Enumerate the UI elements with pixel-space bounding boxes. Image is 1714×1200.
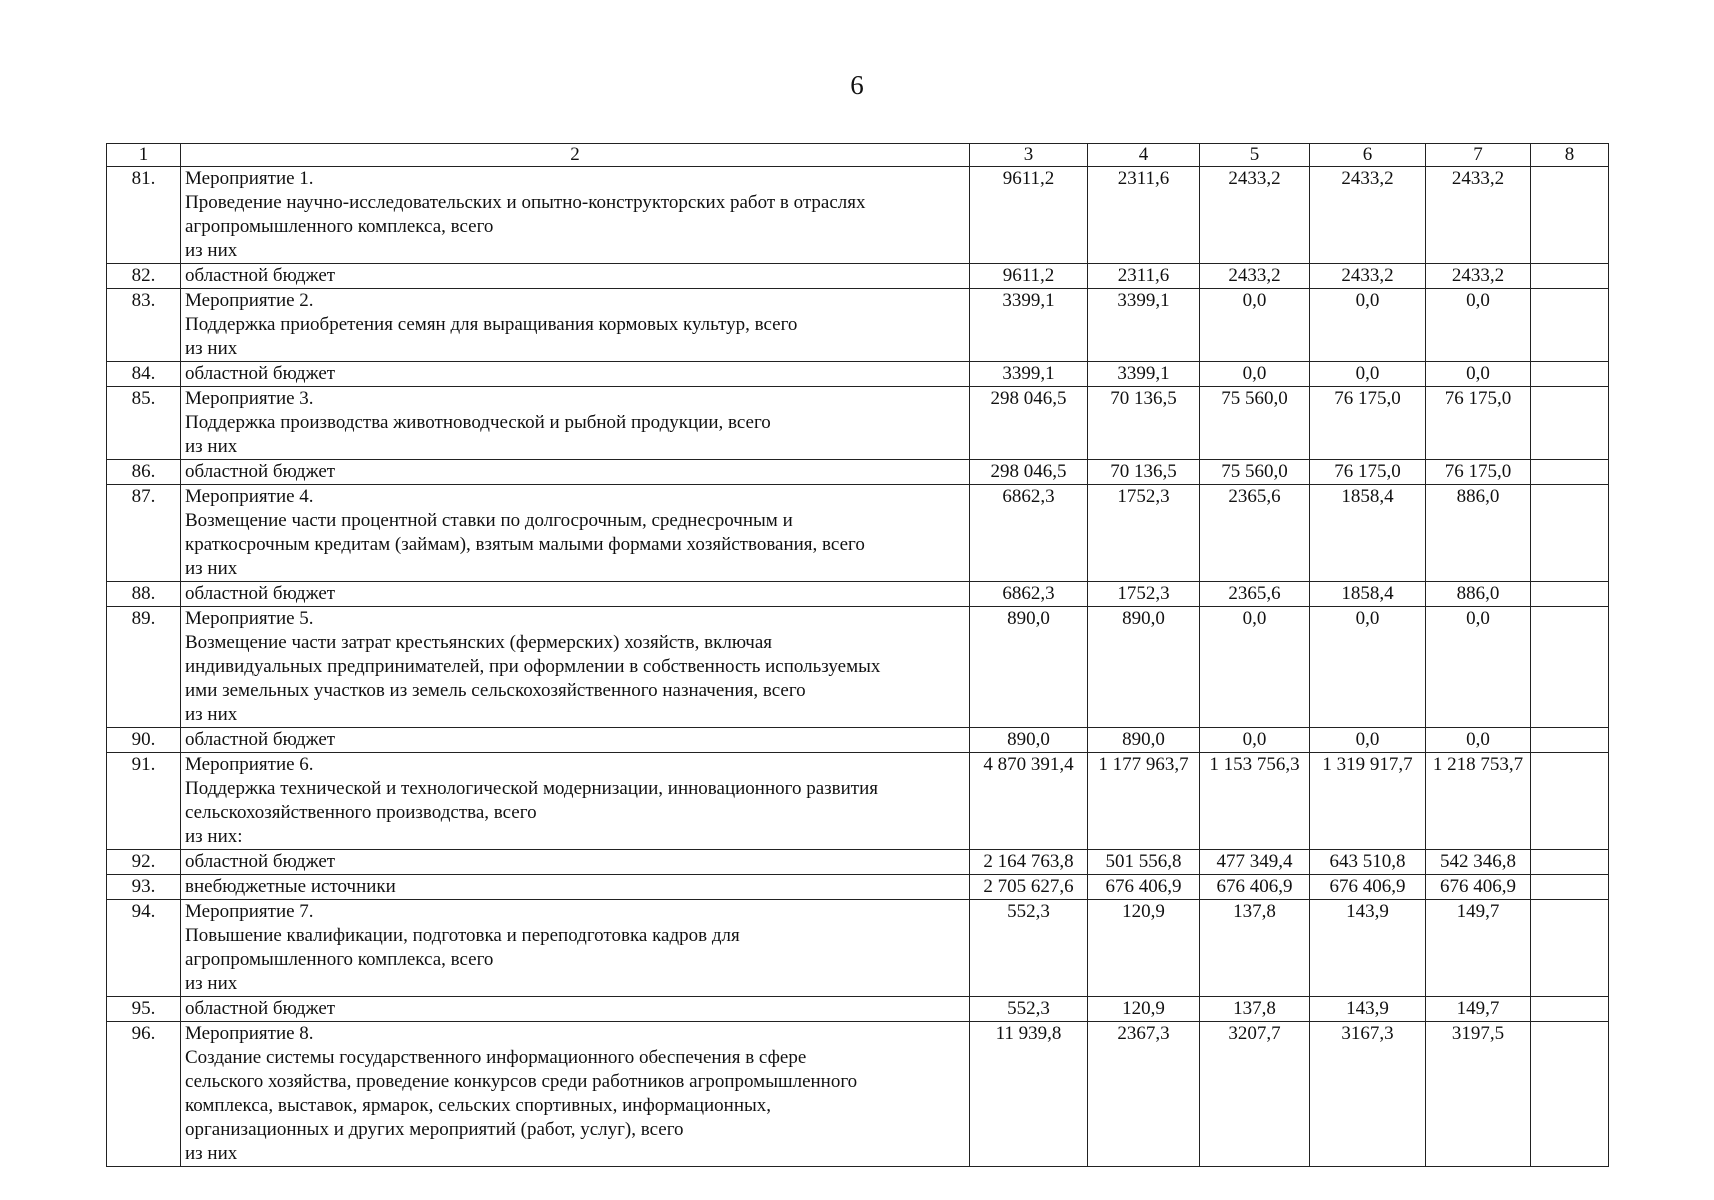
description-line: из них xyxy=(185,436,238,457)
column-header-2: 2 xyxy=(181,144,970,167)
row-description xyxy=(181,875,970,900)
description-line: областной бюджет xyxy=(185,583,336,604)
value-cell-col-4: 890,0 xyxy=(1088,728,1200,753)
description-line: из них xyxy=(185,704,238,725)
value-cell-col-4: 1752,3 xyxy=(1088,582,1200,607)
value-cell-col-6: 76 175,0 xyxy=(1310,460,1426,485)
value-cell-col-7: 3197,5 xyxy=(1426,1022,1531,1167)
value-cell-col-5: 137,8 xyxy=(1200,900,1310,997)
value-cell-col-6: 0,0 xyxy=(1310,362,1426,387)
value-cell-col-8 xyxy=(1531,728,1609,753)
value-cell-col-3: 552,3 xyxy=(970,900,1088,997)
description-line: областной бюджет xyxy=(185,461,336,482)
description-line: Проведение научно-исследовательских и опытно-конструкторских работ в отраслях xyxy=(185,192,866,213)
row-number: 87. xyxy=(107,485,181,582)
value-cell-col-8 xyxy=(1531,387,1609,460)
column-header-7: 7 xyxy=(1426,144,1531,167)
value-cell-col-8 xyxy=(1531,362,1609,387)
value-cell-col-3: 11 939,8 xyxy=(970,1022,1088,1167)
value-cell-col-6: 643 510,8 xyxy=(1310,850,1426,875)
value-cell-col-7: 2433,2 xyxy=(1426,264,1531,289)
value-cell-col-7: 2433,2 xyxy=(1426,167,1531,264)
row-description xyxy=(181,997,970,1022)
value-cell-col-3: 6862,3 xyxy=(970,485,1088,582)
value-cell-col-5: 2365,6 xyxy=(1200,485,1310,582)
description-line: Возмещение части затрат крестьянских (фермерских) хозяйств, включая xyxy=(185,632,773,653)
description-line: из них xyxy=(185,1143,238,1164)
row-description xyxy=(181,753,970,850)
value-cell-col-7: 149,7 xyxy=(1426,900,1531,997)
row-number: 89. xyxy=(107,607,181,728)
value-cell-col-6: 2433,2 xyxy=(1310,167,1426,264)
description-line: Возмещение части процентной ставки по долгосрочным, среднесрочным и xyxy=(185,510,793,531)
row-number: 82. xyxy=(107,264,181,289)
description-line: индивидуальных предпринимателей, при оформлении в собственность используемых xyxy=(185,656,881,677)
value-cell-col-5: 0,0 xyxy=(1200,289,1310,362)
value-cell-col-3: 2 705 627,6 xyxy=(970,875,1088,900)
page-number: 6 xyxy=(850,70,864,100)
column-header-4: 4 xyxy=(1088,144,1200,167)
value-cell-col-7: 76 175,0 xyxy=(1426,460,1531,485)
value-cell-col-3: 2 164 763,8 xyxy=(970,850,1088,875)
value-cell-col-7: 76 175,0 xyxy=(1426,387,1531,460)
value-cell-col-7: 886,0 xyxy=(1426,485,1531,582)
row-description xyxy=(181,460,970,485)
table-row xyxy=(107,875,1609,900)
row-description xyxy=(181,387,970,460)
description-line: областной бюджет xyxy=(185,363,336,384)
value-cell-col-3: 890,0 xyxy=(970,728,1088,753)
row-description xyxy=(181,900,970,997)
table-row xyxy=(107,167,1609,264)
row-number: 92. xyxy=(107,850,181,875)
value-cell-col-8 xyxy=(1531,607,1609,728)
column-header-5: 5 xyxy=(1200,144,1310,167)
value-cell-col-4: 70 136,5 xyxy=(1088,460,1200,485)
value-cell-col-6: 76 175,0 xyxy=(1310,387,1426,460)
description-line: областной бюджет xyxy=(185,265,336,286)
description-line: Поддержка производства животноводческой и рыбной продукции, всего xyxy=(185,412,771,433)
table-row xyxy=(107,289,1609,362)
value-cell-col-4: 890,0 xyxy=(1088,607,1200,728)
row-description xyxy=(181,167,970,264)
value-cell-col-6: 2433,2 xyxy=(1310,264,1426,289)
value-cell-col-6: 143,9 xyxy=(1310,997,1426,1022)
value-cell-col-4: 676 406,9 xyxy=(1088,875,1200,900)
row-number: 88. xyxy=(107,582,181,607)
description-line: Мероприятие 4. xyxy=(185,486,314,507)
value-cell-col-6: 676 406,9 xyxy=(1310,875,1426,900)
value-cell-col-5: 477 349,4 xyxy=(1200,850,1310,875)
value-cell-col-7: 0,0 xyxy=(1426,607,1531,728)
value-cell-col-8 xyxy=(1531,460,1609,485)
table-row xyxy=(107,997,1609,1022)
value-cell-col-4: 1752,3 xyxy=(1088,485,1200,582)
row-description xyxy=(181,264,970,289)
value-cell-col-8 xyxy=(1531,850,1609,875)
description-line: Мероприятие 1. xyxy=(185,168,314,189)
value-cell-col-5: 137,8 xyxy=(1200,997,1310,1022)
value-cell-col-7: 0,0 xyxy=(1426,728,1531,753)
description-line: областной бюджет xyxy=(185,998,336,1019)
value-cell-col-8 xyxy=(1531,753,1609,850)
row-description xyxy=(181,362,970,387)
table-header-row xyxy=(107,144,1609,167)
value-cell-col-3: 3399,1 xyxy=(970,289,1088,362)
value-cell-col-8 xyxy=(1531,997,1609,1022)
description-line: Поддержка технической и технологической модернизации, инновационного развития xyxy=(185,778,878,799)
table-row xyxy=(107,485,1609,582)
table-row xyxy=(107,753,1609,850)
value-cell-col-7: 676 406,9 xyxy=(1426,875,1531,900)
row-description xyxy=(181,289,970,362)
value-cell-col-5: 2433,2 xyxy=(1200,264,1310,289)
description-line: из них xyxy=(185,558,238,579)
row-number: 96. xyxy=(107,1022,181,1167)
row-number: 83. xyxy=(107,289,181,362)
description-line: сельскохозяйственного производства, всего xyxy=(185,802,537,823)
value-cell-col-3: 890,0 xyxy=(970,607,1088,728)
description-line: комплекса, выставок, ярмарок, сельских спортивных, информационных, xyxy=(185,1095,772,1116)
value-cell-col-5: 0,0 xyxy=(1200,728,1310,753)
column-header-1: 1 xyxy=(107,144,181,167)
value-cell-col-4: 3399,1 xyxy=(1088,289,1200,362)
row-number: 91. xyxy=(107,753,181,850)
value-cell-col-4: 2311,6 xyxy=(1088,264,1200,289)
value-cell-col-5: 2365,6 xyxy=(1200,582,1310,607)
row-number: 95. xyxy=(107,997,181,1022)
description-line: Мероприятие 8. xyxy=(185,1023,314,1044)
description-line: Мероприятие 5. xyxy=(185,608,314,629)
value-cell-col-3: 9611,2 xyxy=(970,264,1088,289)
value-cell-col-5: 0,0 xyxy=(1200,607,1310,728)
row-description xyxy=(181,485,970,582)
value-cell-col-6: 0,0 xyxy=(1310,289,1426,362)
value-cell-col-4: 2367,3 xyxy=(1088,1022,1200,1167)
value-cell-col-5: 75 560,0 xyxy=(1200,460,1310,485)
table-row xyxy=(107,264,1609,289)
description-line: агропромышленного комплекса, всего xyxy=(185,949,494,970)
table-body xyxy=(107,167,1609,1167)
value-cell-col-8 xyxy=(1531,264,1609,289)
value-cell-col-6: 0,0 xyxy=(1310,728,1426,753)
row-number: 93. xyxy=(107,875,181,900)
value-cell-col-3: 9611,2 xyxy=(970,167,1088,264)
value-cell-col-8 xyxy=(1531,485,1609,582)
description-line: ими земельных участков из земель сельскохозяйственного назначения, всего xyxy=(185,680,806,701)
description-line: из них xyxy=(185,240,238,261)
row-number: 94. xyxy=(107,900,181,997)
value-cell-col-7: 542 346,8 xyxy=(1426,850,1531,875)
description-line: Поддержка приобретения семян для выращивания кормовых культур, всего xyxy=(185,314,798,335)
value-cell-col-6: 143,9 xyxy=(1310,900,1426,997)
table-row xyxy=(107,607,1609,728)
description-line: Мероприятие 3. xyxy=(185,388,314,409)
table-row xyxy=(107,582,1609,607)
value-cell-col-8 xyxy=(1531,875,1609,900)
column-header-6: 6 xyxy=(1310,144,1426,167)
value-cell-col-6: 3167,3 xyxy=(1310,1022,1426,1167)
value-cell-col-5: 3207,7 xyxy=(1200,1022,1310,1167)
description-line: областной бюджет xyxy=(185,729,336,750)
description-line: Мероприятие 7. xyxy=(185,901,314,922)
table-row xyxy=(107,900,1609,997)
column-header-3: 3 xyxy=(970,144,1088,167)
description-line: внебюджетные источники xyxy=(185,876,396,897)
value-cell-col-7: 0,0 xyxy=(1426,289,1531,362)
value-cell-col-3: 3399,1 xyxy=(970,362,1088,387)
value-cell-col-8 xyxy=(1531,1022,1609,1167)
table-row xyxy=(107,728,1609,753)
row-number: 85. xyxy=(107,387,181,460)
value-cell-col-8 xyxy=(1531,167,1609,264)
row-description xyxy=(181,1022,970,1167)
value-cell-col-8 xyxy=(1531,582,1609,607)
value-cell-col-6: 0,0 xyxy=(1310,607,1426,728)
value-cell-col-5: 0,0 xyxy=(1200,362,1310,387)
value-cell-col-5: 2433,2 xyxy=(1200,167,1310,264)
row-description xyxy=(181,728,970,753)
description-line: организационных и других мероприятий (работ, услуг), всего xyxy=(185,1119,684,1140)
value-cell-col-3: 4 870 391,4 xyxy=(970,753,1088,850)
table-row xyxy=(107,387,1609,460)
value-cell-col-3: 298 046,5 xyxy=(970,387,1088,460)
description-line: областной бюджет xyxy=(185,851,336,872)
value-cell-col-4: 501 556,8 xyxy=(1088,850,1200,875)
value-cell-col-7: 886,0 xyxy=(1426,582,1531,607)
row-number: 86. xyxy=(107,460,181,485)
row-description xyxy=(181,582,970,607)
description-line: из них xyxy=(185,973,238,994)
row-number: 90. xyxy=(107,728,181,753)
description-line: агропромышленного комплекса, всего xyxy=(185,216,494,237)
row-number: 84. xyxy=(107,362,181,387)
value-cell-col-5: 676 406,9 xyxy=(1200,875,1310,900)
description-line: из них: xyxy=(185,826,243,847)
value-cell-col-7: 0,0 xyxy=(1426,362,1531,387)
value-cell-col-3: 6862,3 xyxy=(970,582,1088,607)
description-line: Создание системы государственного информационного обеспечения в сфере xyxy=(185,1047,807,1068)
value-cell-col-4: 3399,1 xyxy=(1088,362,1200,387)
value-cell-col-7: 149,7 xyxy=(1426,997,1531,1022)
table-row xyxy=(107,460,1609,485)
description-line: из них xyxy=(185,338,238,359)
value-cell-col-6: 1858,4 xyxy=(1310,582,1426,607)
column-header-8: 8 xyxy=(1531,144,1609,167)
row-description xyxy=(181,607,970,728)
value-cell-col-4: 2311,6 xyxy=(1088,167,1200,264)
value-cell-col-4: 120,9 xyxy=(1088,900,1200,997)
table-row xyxy=(107,850,1609,875)
value-cell-col-6: 1 319 917,7 xyxy=(1310,753,1426,850)
value-cell-col-8 xyxy=(1531,289,1609,362)
value-cell-col-3: 552,3 xyxy=(970,997,1088,1022)
value-cell-col-5: 75 560,0 xyxy=(1200,387,1310,460)
description-line: краткосрочным кредитам (займам), взятым малыми формами хозяйствования, всего xyxy=(185,534,865,555)
value-cell-col-8 xyxy=(1531,900,1609,997)
description-line: Мероприятие 2. xyxy=(185,290,314,311)
value-cell-col-3: 298 046,5 xyxy=(970,460,1088,485)
value-cell-col-4: 70 136,5 xyxy=(1088,387,1200,460)
description-line: сельского хозяйства, проведение конкурсов среди работников агропромышленного xyxy=(185,1071,858,1092)
row-description xyxy=(181,850,970,875)
budget-table xyxy=(106,143,1609,1167)
value-cell-col-4: 120,9 xyxy=(1088,997,1200,1022)
value-cell-col-4: 1 177 963,7 xyxy=(1088,753,1200,850)
table-row xyxy=(107,1022,1609,1167)
row-number: 81. xyxy=(107,167,181,264)
description-line: Повышение квалификации, подготовка и переподготовка кадров для xyxy=(185,925,740,946)
value-cell-col-6: 1858,4 xyxy=(1310,485,1426,582)
value-cell-col-5: 1 153 756,3 xyxy=(1200,753,1310,850)
description-line: Мероприятие 6. xyxy=(185,754,314,775)
table-row xyxy=(107,362,1609,387)
value-cell-col-7: 1 218 753,7 xyxy=(1426,753,1531,850)
